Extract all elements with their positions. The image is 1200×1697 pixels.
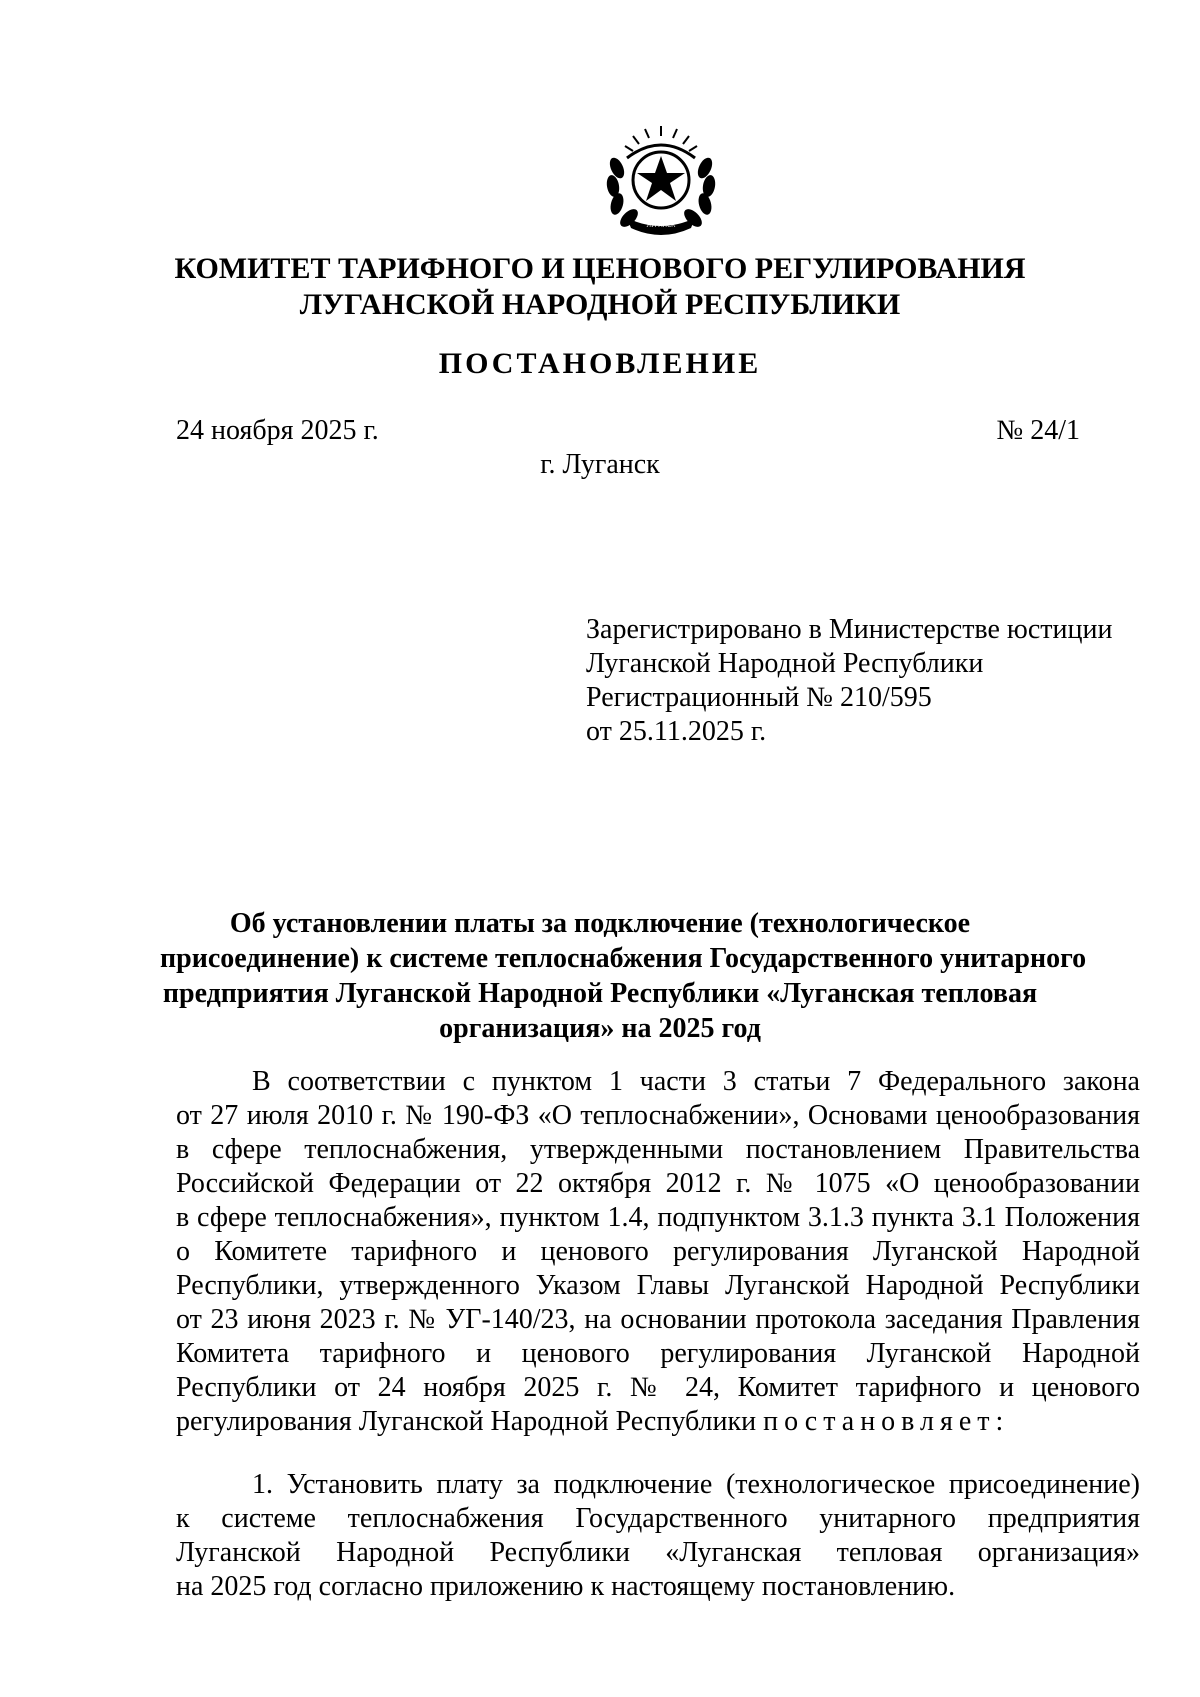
preamble-paragraph	[176, 1065, 1140, 1439]
paragraph-line	[176, 1405, 1140, 1439]
registration-line: от 25.11.2025 г.	[586, 716, 767, 747]
registration-line: Зарегистрировано в Министерстве юстиции	[586, 614, 1113, 645]
emblem-icon	[597, 118, 725, 236]
paragraph-line: Комитета тарифного и ценового регулирования Луганской Народной	[176, 1338, 1140, 1369]
paragraph-line: в сфере теплоснабжения, утвержденными постановлением Правительства	[176, 1134, 1140, 1165]
title-line: присоединение) к системе теплоснабжения Государственного унитарного	[160, 943, 1087, 974]
paragraph-line: в сфере теплоснабжения», пунктом 1.4, подпунктом 3.1.3 пункта 3.1 Положения	[176, 1202, 1140, 1233]
paragraph-line: от 23 июня 2023 г. № УГ-140/23, на основании протокола заседания Правления	[176, 1304, 1140, 1335]
registration-line: Регистрационный № 210/595	[586, 682, 932, 713]
paragraph-line: на 2025 год согласно приложению к настоящему постановлению.	[176, 1571, 956, 1602]
state-emblem	[597, 118, 725, 236]
document-date: 24 ноября 2025 г.	[176, 415, 379, 446]
title-line: Об установлении платы за подключение (технологическое	[229, 908, 971, 939]
registration-line: Луганской Народной Республики	[586, 648, 984, 679]
paragraph-line-text: регулирования Луганской Народной Республики	[176, 1406, 764, 1437]
document-type: ПОСТАНОВЛЕНИЕ	[438, 347, 762, 380]
paragraph-line: Луганской Народной Республики «Луганская тепловая организация»	[176, 1537, 1140, 1568]
emblem-ribbon-text: ЛУГАНСК	[646, 222, 676, 229]
resolution-item-1	[176, 1468, 1140, 1604]
organization-line: КОМИТЕТ ТАРИФНОГО И ЦЕНОВОГО РЕГУЛИРОВАНИЯ	[174, 252, 1026, 285]
organization-name	[0, 251, 1200, 323]
paragraph-line: к системе теплоснабжения Государственного унитарного предприятия	[176, 1503, 1140, 1534]
title-line: предприятия Луганской Народной Республики «Луганская тепловая	[162, 978, 1038, 1009]
paragraph-line: от 27 июля 2010 г. № 190-ФЗ «О теплоснабжении», Основами ценообразования	[176, 1100, 1140, 1131]
document-number: № 24/1	[996, 415, 1080, 446]
document-city: г. Луганск	[540, 449, 660, 480]
paragraph-line: Республики от 24 ноября 2025 г. № 24, Комитет тарифного и ценового	[176, 1372, 1140, 1403]
paragraph-line: Российской Федерации от 22 октября 2012 г. № 1075 «О ценообразовании	[176, 1168, 1140, 1199]
paragraph-line: о Комитете тарифного и ценового регулирования Луганской Народной	[176, 1236, 1140, 1267]
paragraph-line: Республики, утвержденного Указом Главы Луганской Народной Республики	[176, 1270, 1140, 1301]
resolves-word: постановляет:	[763, 1406, 1010, 1437]
paragraph-line: 1. Установить плату за подключение (технологическое присоединение)	[252, 1469, 1140, 1500]
organization-line: ЛУГАНСКОЙ НАРОДНОЙ РЕСПУБЛИКИ	[299, 288, 901, 321]
document-title	[160, 906, 1087, 1046]
title-line: организация» на 2025 год	[439, 1013, 761, 1044]
paragraph-line: В соответствии с пунктом 1 части 3 статьи 7 Федерального закона	[252, 1066, 1140, 1097]
registration-note	[586, 613, 1112, 749]
